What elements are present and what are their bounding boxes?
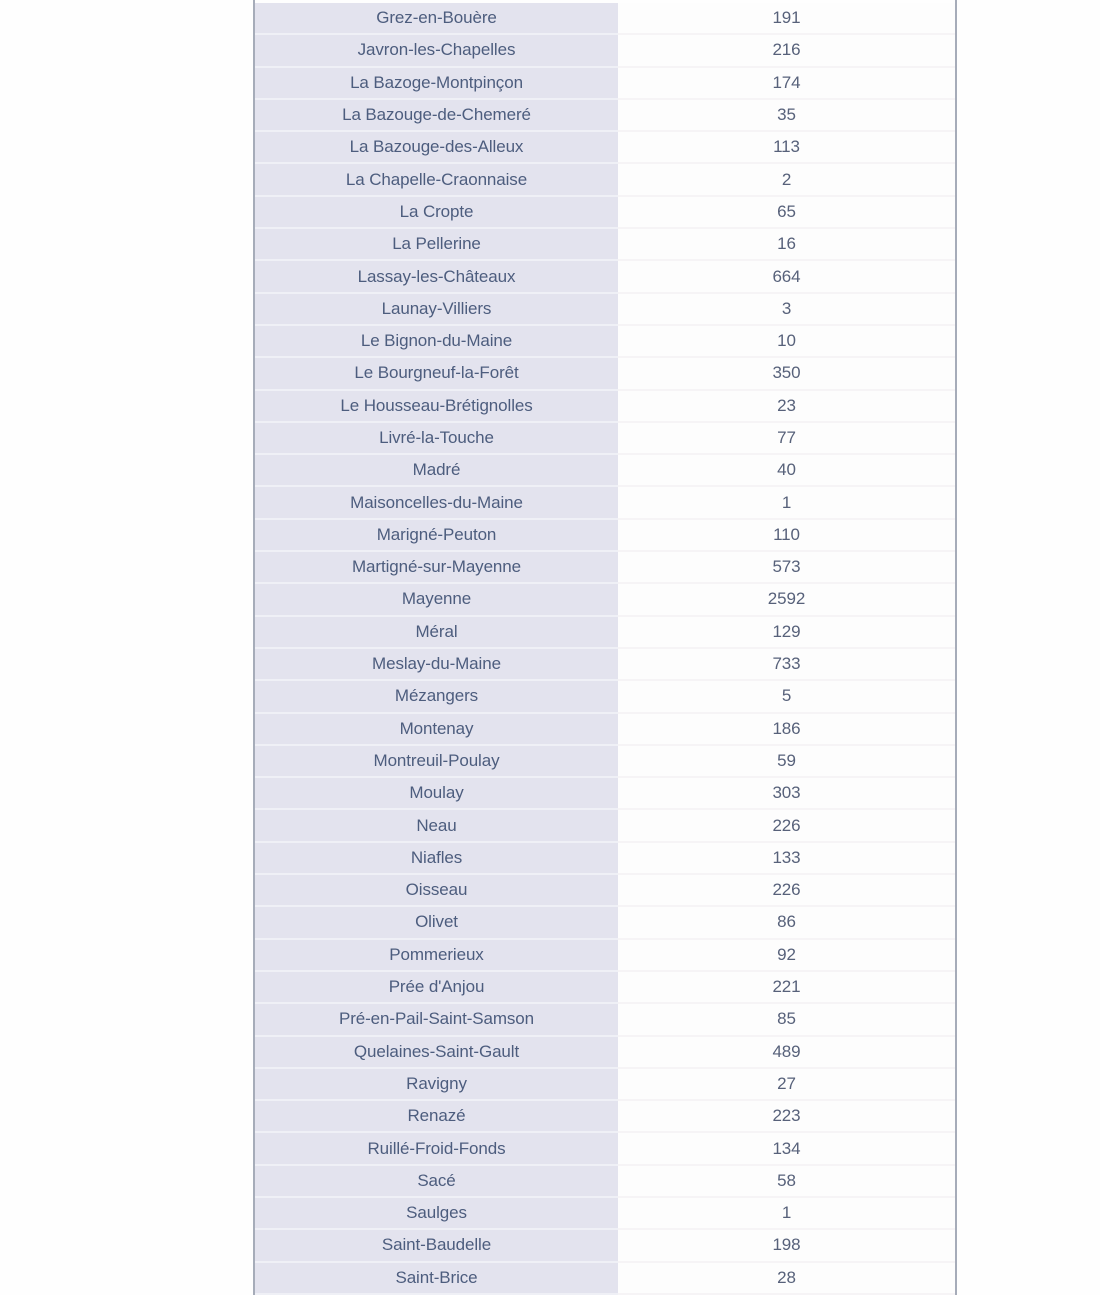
table-row bbox=[255, 972, 955, 1004]
table-row bbox=[255, 746, 955, 778]
table-row bbox=[255, 520, 955, 552]
value-cell: 1 bbox=[618, 487, 955, 519]
commune-cell: Méral bbox=[255, 617, 618, 649]
table-row bbox=[255, 810, 955, 842]
value-cell: 27 bbox=[618, 1069, 955, 1101]
value-cell: 16 bbox=[618, 229, 955, 261]
table-row bbox=[255, 164, 955, 196]
commune-cell: Neau bbox=[255, 810, 618, 842]
commune-cell: Grez-en-Bouère bbox=[255, 3, 618, 35]
value-cell: 198 bbox=[618, 1230, 955, 1262]
table-row bbox=[255, 391, 955, 423]
table-row bbox=[255, 358, 955, 390]
value-cell: 226 bbox=[618, 875, 955, 907]
value-cell: 86 bbox=[618, 907, 955, 939]
value-cell: 186 bbox=[618, 714, 955, 746]
commune-cell: Quelaines-Saint-Gault bbox=[255, 1037, 618, 1069]
value-cell: 174 bbox=[618, 68, 955, 100]
table-row bbox=[255, 294, 955, 326]
commune-cell: Launay-Villiers bbox=[255, 294, 618, 326]
commune-cell: Le Bourgneuf-la-Forêt bbox=[255, 358, 618, 390]
commune-cell: Martigné-sur-Mayenne bbox=[255, 552, 618, 584]
commune-cell: Montenay bbox=[255, 714, 618, 746]
value-cell: 129 bbox=[618, 617, 955, 649]
value-cell: 58 bbox=[618, 1166, 955, 1198]
value-cell: 5 bbox=[618, 681, 955, 713]
value-cell: 23 bbox=[618, 391, 955, 423]
table-row bbox=[255, 229, 955, 261]
commune-cell: Saint-Brice bbox=[255, 1263, 618, 1295]
commune-cell: Ravigny bbox=[255, 1069, 618, 1101]
value-cell: 573 bbox=[618, 552, 955, 584]
table-row bbox=[255, 1101, 955, 1133]
value-cell: 10 bbox=[618, 326, 955, 358]
table-row bbox=[255, 455, 955, 487]
commune-cell: Renazé bbox=[255, 1101, 618, 1133]
value-cell: 1 bbox=[618, 1198, 955, 1230]
table-row bbox=[255, 487, 955, 519]
commune-cell: Sacé bbox=[255, 1166, 618, 1198]
commune-cell: La Pellerine bbox=[255, 229, 618, 261]
table-row bbox=[255, 1198, 955, 1230]
commune-cell: La Cropte bbox=[255, 197, 618, 229]
table-row bbox=[255, 584, 955, 616]
table-row bbox=[255, 132, 955, 164]
table-row bbox=[255, 875, 955, 907]
table-row bbox=[255, 649, 955, 681]
table-row bbox=[255, 1069, 955, 1101]
commune-cell: Marigné-Peuton bbox=[255, 520, 618, 552]
commune-cell: Niafles bbox=[255, 843, 618, 875]
value-cell: 59 bbox=[618, 746, 955, 778]
commune-cell: Moulay bbox=[255, 778, 618, 810]
commune-table bbox=[253, 0, 957, 1295]
table-row bbox=[255, 68, 955, 100]
value-cell: 134 bbox=[618, 1133, 955, 1165]
value-cell: 85 bbox=[618, 1004, 955, 1036]
table-row bbox=[255, 261, 955, 293]
table-row bbox=[255, 1263, 955, 1295]
commune-cell: La Bazoge-Montpinçon bbox=[255, 68, 618, 100]
commune-cell: Le Housseau-Brétignolles bbox=[255, 391, 618, 423]
value-cell: 664 bbox=[618, 261, 955, 293]
commune-cell: La Bazouge-de-Chemeré bbox=[255, 100, 618, 132]
commune-cell: Prée d'Anjou bbox=[255, 972, 618, 1004]
value-cell: 303 bbox=[618, 778, 955, 810]
value-cell: 2592 bbox=[618, 584, 955, 616]
commune-cell: Meslay-du-Maine bbox=[255, 649, 618, 681]
commune-cell: Javron-les-Chapelles bbox=[255, 35, 618, 67]
value-cell: 35 bbox=[618, 100, 955, 132]
table-row bbox=[255, 1166, 955, 1198]
table-row bbox=[255, 423, 955, 455]
commune-cell: La Chapelle-Craonnaise bbox=[255, 164, 618, 196]
value-cell: 3 bbox=[618, 294, 955, 326]
value-cell: 92 bbox=[618, 940, 955, 972]
table-row bbox=[255, 681, 955, 713]
table-row bbox=[255, 1004, 955, 1036]
commune-cell: Madré bbox=[255, 455, 618, 487]
value-cell: 221 bbox=[618, 972, 955, 1004]
value-cell: 40 bbox=[618, 455, 955, 487]
value-cell: 65 bbox=[618, 197, 955, 229]
commune-cell: Ruillé-Froid-Fonds bbox=[255, 1133, 618, 1165]
value-cell: 110 bbox=[618, 520, 955, 552]
commune-cell: Mayenne bbox=[255, 584, 618, 616]
commune-cell: La Bazouge-des-Alleux bbox=[255, 132, 618, 164]
table-row bbox=[255, 778, 955, 810]
table-row bbox=[255, 1230, 955, 1262]
table-row bbox=[255, 552, 955, 584]
table-row bbox=[255, 326, 955, 358]
table-row bbox=[255, 907, 955, 939]
commune-cell: Montreuil-Poulay bbox=[255, 746, 618, 778]
commune-cell: Lassay-les-Châteaux bbox=[255, 261, 618, 293]
value-cell: 2 bbox=[618, 164, 955, 196]
commune-cell: Pré-en-Pail-Saint-Samson bbox=[255, 1004, 618, 1036]
commune-cell: Pommerieux bbox=[255, 940, 618, 972]
table-row bbox=[255, 197, 955, 229]
table-row bbox=[255, 3, 955, 35]
commune-cell: Saint-Baudelle bbox=[255, 1230, 618, 1262]
commune-cell: Oisseau bbox=[255, 875, 618, 907]
commune-cell: Mézangers bbox=[255, 681, 618, 713]
value-cell: 191 bbox=[618, 3, 955, 35]
commune-cell: Livré-la-Touche bbox=[255, 423, 618, 455]
value-cell: 113 bbox=[618, 132, 955, 164]
value-cell: 489 bbox=[618, 1037, 955, 1069]
table-row bbox=[255, 35, 955, 67]
value-cell: 733 bbox=[618, 649, 955, 681]
value-cell: 77 bbox=[618, 423, 955, 455]
commune-cell: Maisoncelles-du-Maine bbox=[255, 487, 618, 519]
value-cell: 350 bbox=[618, 358, 955, 390]
commune-cell: Olivet bbox=[255, 907, 618, 939]
value-cell: 226 bbox=[618, 810, 955, 842]
value-cell: 28 bbox=[618, 1263, 955, 1295]
table-row bbox=[255, 1133, 955, 1165]
table-row bbox=[255, 1037, 955, 1069]
table-row bbox=[255, 714, 955, 746]
value-cell: 133 bbox=[618, 843, 955, 875]
value-cell: 223 bbox=[618, 1101, 955, 1133]
table-row bbox=[255, 617, 955, 649]
commune-cell: Saulges bbox=[255, 1198, 618, 1230]
table-row bbox=[255, 843, 955, 875]
value-cell: 216 bbox=[618, 35, 955, 67]
commune-cell: Le Bignon-du-Maine bbox=[255, 326, 618, 358]
table-row bbox=[255, 940, 955, 972]
table-row bbox=[255, 100, 955, 132]
